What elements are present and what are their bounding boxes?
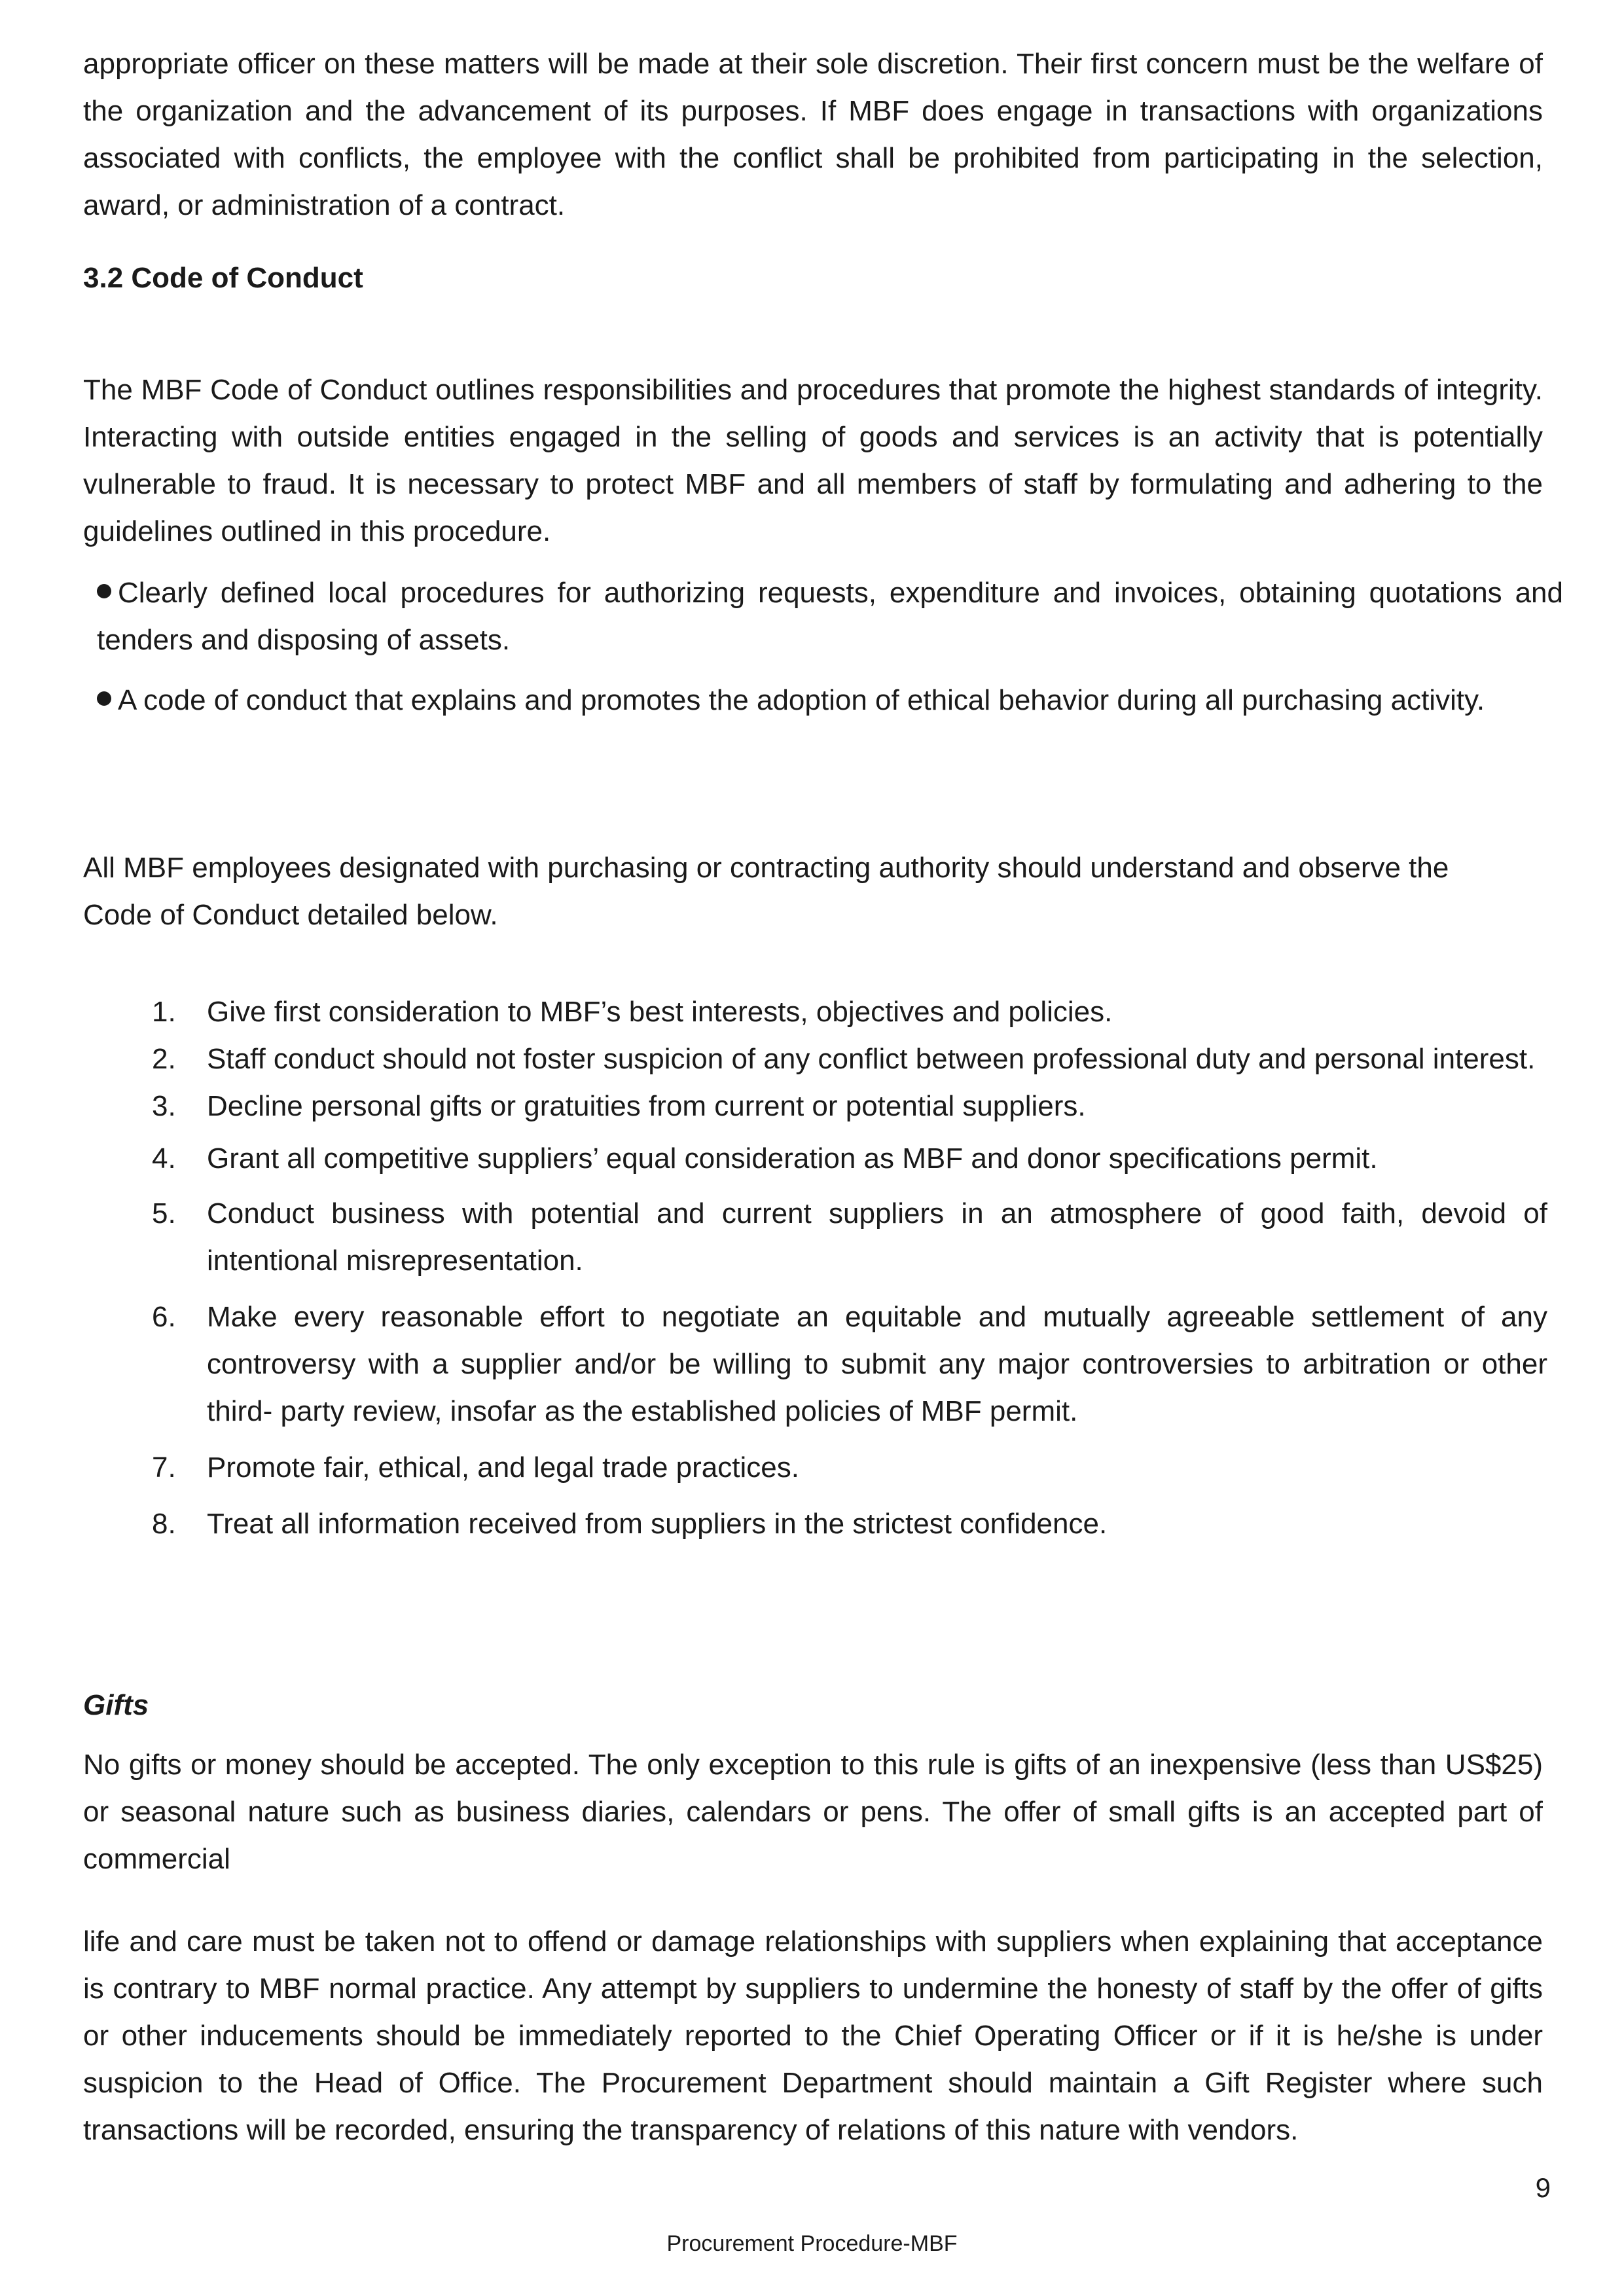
list-text: Staff conduct should not foster suspicion of any conflict between professional duty and personal interest. bbox=[207, 1043, 1536, 1075]
list-text: Give first consideration to MBF’s best interests, objectives and policies. bbox=[207, 996, 1113, 1028]
list-number: 1. bbox=[152, 996, 176, 1028]
page-number: 9 bbox=[1535, 2172, 1551, 2203]
list-item-5 bbox=[152, 1190, 1547, 1285]
list-number: 3. bbox=[152, 1090, 176, 1122]
procedures-bullet-list bbox=[97, 570, 1563, 737]
list-number: 7. bbox=[152, 1451, 176, 1484]
section-heading-code-of-conduct: 3.2 Code of Conduct bbox=[83, 262, 363, 294]
list-text: Treat all information received from suppliers in the strictest confidence. bbox=[207, 1508, 1108, 1540]
list-item-8 bbox=[152, 1501, 1547, 1548]
list-number: 5. bbox=[152, 1197, 176, 1230]
list-number: 6. bbox=[152, 1301, 176, 1333]
bullet-text: Clearly defined local procedures for authorizing requests, expenditure and invoices, obtaining quotations and tenders and disposing of assets. bbox=[97, 577, 1563, 656]
gifts-paragraph-2: life and care must be taken not to offend or damage relationships with suppliers when explaining that acceptance is contrary to MBF normal practice. Any attempt by suppliers to undermine the honesty of staff by the offer of gifts or other inducements should be immediately reported to the Chief Operating Officer or if it is he/she is under suspicion to the Head of Office. The Procurement Department should maintain a Gift Register where such transactions will be recorded, ensuring the transparency of relations of this nature with vendors. bbox=[83, 1925, 1543, 2146]
code-of-conduct-list bbox=[152, 989, 1547, 1548]
list-text: Conduct business with potential and current suppliers in an atmosphere of good faith, devoid of intentional misrepresentation. bbox=[207, 1197, 1547, 1277]
list-text: Make every reasonable effort to negotiate an equitable and mutually agreeable settlement of any controversy with a supplier and/or be willing to submit any major controversies to arbitration or other third- party review, insofar as the established policies of MBF permit. bbox=[207, 1301, 1547, 1427]
list-item-7 bbox=[152, 1444, 1547, 1491]
gifts-paragraph-1: No gifts or money should be accepted. The only exception to this rule is gifts of an inexpensive (less than US$25) or seasonal nature such as business diaries, calendars or pens. The offer of small gifts is an accepted part of commercial bbox=[83, 1749, 1543, 1875]
list-item-4 bbox=[152, 1135, 1547, 1182]
footer-document-title: Procurement Procedure-MBF bbox=[666, 2231, 958, 2256]
list-number: 8. bbox=[152, 1508, 176, 1540]
bullet-item bbox=[97, 677, 1563, 724]
gifts-heading: Gifts bbox=[83, 1689, 149, 1721]
list-item-1 bbox=[152, 989, 1547, 1036]
list-item-2 bbox=[152, 1036, 1547, 1083]
bullet-icon bbox=[97, 691, 111, 706]
list-item-6 bbox=[152, 1294, 1547, 1435]
employees-paragraph: All MBF employees designated with purchasing or contracting authority should understand and observe the Code of Conduct detailed below. bbox=[83, 852, 1449, 931]
list-text: Promote fair, ethical, and legal trade practices. bbox=[207, 1451, 799, 1484]
intro-paragraph: appropriate officer on these matters will be made at their sole discretion. Their first concern must be the welfare of the organization and the advancement of its purposes. If MBF does engage in transactions with organizations associated with conflicts, the employee with the conflict shall be prohibited from participating in the selection, award, or administration of a contract. bbox=[83, 48, 1543, 221]
code-of-conduct-paragraph: The MBF Code of Conduct outlines responsibilities and procedures that promote the highest standards of integrity. Interacting with outside entities engaged in the selling of goods and services is an activity that is potentially vulnerable to fraud. It is necessary to protect MBF and all members of staff by formulating and adhering to the guidelines outlined in this procedure. bbox=[83, 374, 1543, 547]
list-item-3 bbox=[152, 1083, 1547, 1130]
list-number: 2. bbox=[152, 1043, 176, 1075]
list-text: Decline personal gifts or gratuities from current or potential suppliers. bbox=[207, 1090, 1086, 1122]
bullet-text: A code of conduct that explains and promotes the adoption of ethical behavior during all purchasing activity. bbox=[118, 684, 1485, 716]
list-text: Grant all competitive suppliers’ equal consideration as MBF and donor specifications permit. bbox=[207, 1142, 1378, 1175]
list-number: 4. bbox=[152, 1142, 176, 1175]
bullet-item bbox=[97, 570, 1563, 664]
bullet-icon bbox=[97, 584, 111, 598]
